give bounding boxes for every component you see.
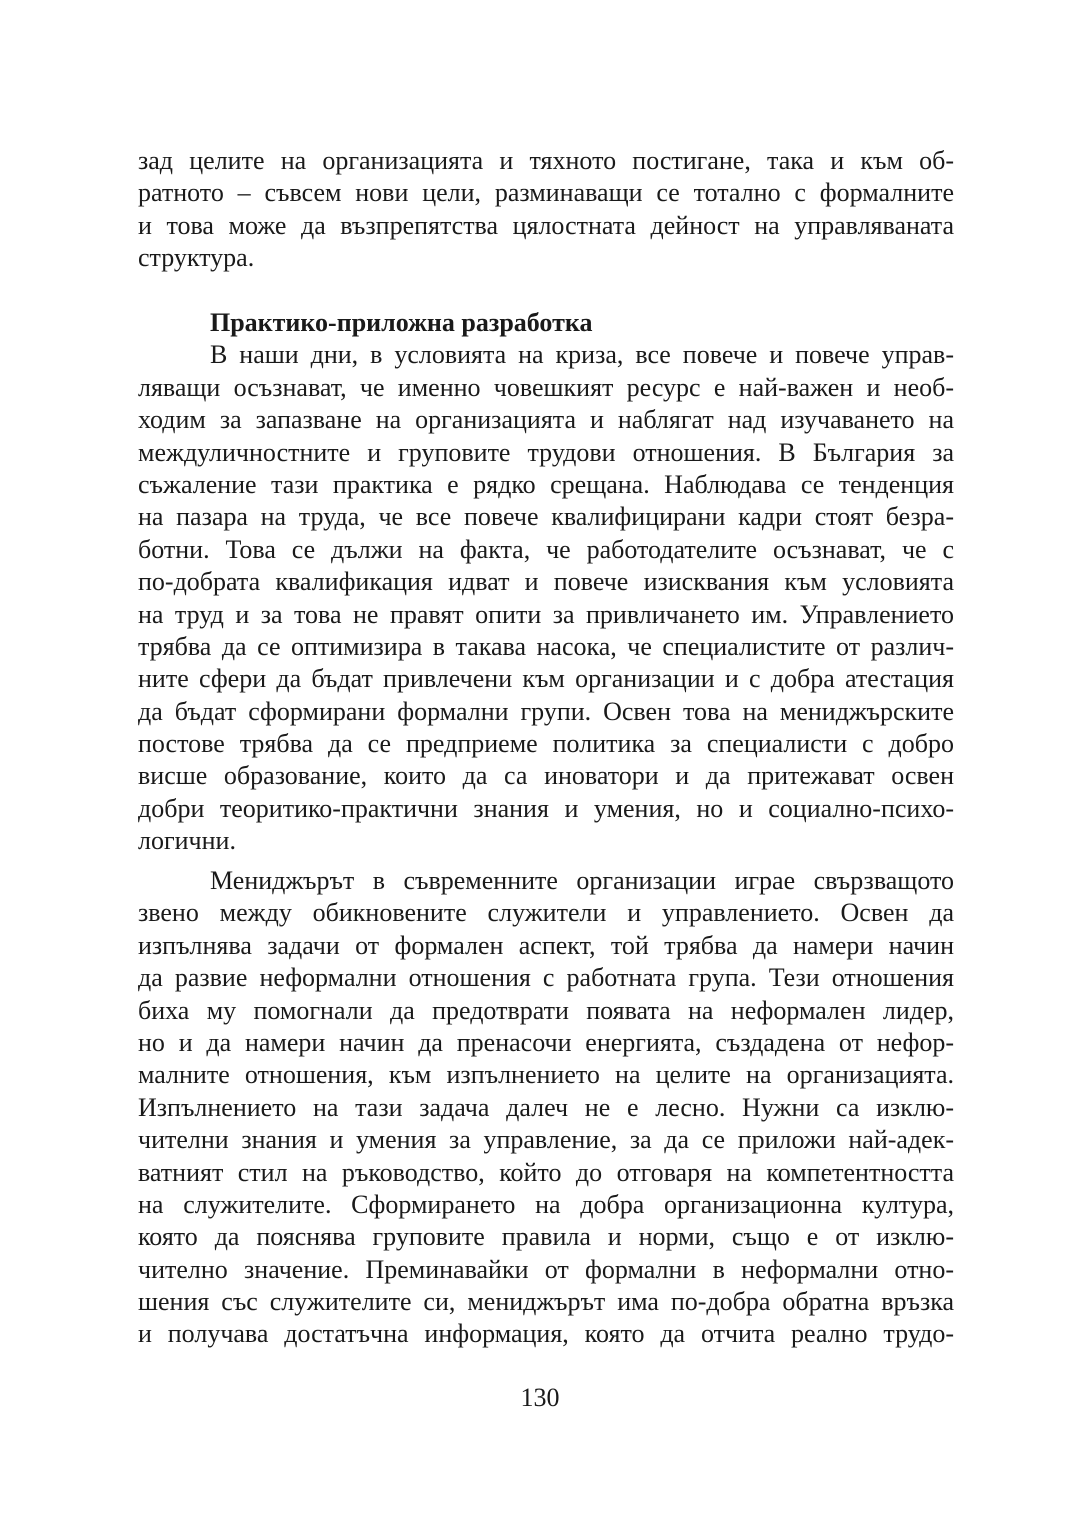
text-line: която да пояснява груповите правила и норми, също е от изклю- [138,1222,954,1252]
text-line: висше образование, които да са иноватори и да притежават освен [138,761,954,791]
text-line: логични. [138,826,236,856]
text-line: добри теоритико-практични знания и умения, но и социално-психо- [138,793,954,823]
paragraph-continuation [138,145,954,275]
text-line: В наши дни, в условията на криза, все повече и повече управ- [210,340,954,370]
text-line: трябва да се оптимизира в такава насока, че специалистите от различ- [138,631,954,661]
text-line: зад целите на организацията и тяхното постигане, така и към об- [138,146,954,175]
text-line: но и да намери начин да пренасочи енергията, създадена от нефор- [138,1027,954,1057]
text-line: ните сфери да бъдат привлечени към организации и с добра атестация [138,664,954,694]
text-line: постове трябва да се предприеме политика за специалисти с добро [138,729,954,759]
text-line: по-добрата квалификация идват и повече изисквания към условията [138,567,954,597]
text-line: Мениджърът в съвременните организации играе свързващото [210,866,954,895]
text-line: на пазара на труда, че все повече квалифицирани кадри стоят безра- [138,502,954,532]
text-line: изпълнява задачи от формален аспект, той трябва да намери начин [138,930,954,960]
text-line: биха му помогнали да предотврати появата на неформален лидер, [138,995,954,1025]
text-line: Изпълнението на тази задача далеч не е лесно. Нужни са изклю- [138,1092,954,1122]
text-line: съжаление тази практика е рядко срещана. Наблюдава се тенденция [138,469,954,499]
section-heading: Практико-приложна разработка [210,308,593,337]
text-line: и получава достатъчна информация, която да отчита реално трудо- [138,1319,954,1349]
text-line: и това може да възпрепятства цялостната дейност на управляваната [138,210,954,240]
paragraph-manager [138,865,954,1351]
text-line: на служителите. Сформирането на добра организационна култура, [138,1189,954,1219]
text-line: малните отношения, към изпълнението на целите на организацията. [138,1060,954,1090]
text-line: чително значение. Преминавайки от формални в неформални отно- [138,1254,954,1284]
text-line: ботни. Това се дължи на факта, че работодателите осъзнават, че с [138,534,954,564]
text-line: чителни знания и умения за управление, за да се приложи най-адек- [138,1125,954,1155]
text-line: ходим за запазване на организацията и наблягат над изучаването на [138,405,954,435]
text-line: звено между обикновените служители и управлението. Освен да [138,898,954,928]
text-line: да развие неформални отношения с работната група. Тези отношения [138,963,954,993]
text-line: шения със служителите си, мениджърът има по-добра обратна връзка [138,1287,954,1317]
text-line: междуличностните и груповите трудови отношения. В България за [138,437,954,467]
text-line: структура. [138,243,255,273]
text-line: ляващи осъзнават, че именно човешкият ресурс е най-важен и необ- [138,372,954,402]
text-line: ватният стил на ръководство, който до отговаря на компетентността [138,1157,954,1187]
page-number: 130 [520,1383,560,1412]
text-line: да бъдат сформирани формални групи. Освен това на мениджърските [138,696,954,726]
text-line: на труд и за това не правят опити за привличането им. Управлението [138,599,954,629]
text-line: ратното – съвсем нови цели, разминаващи се тотално с формалните [138,178,954,208]
paragraph-practical [138,339,954,857]
section-heading-block [138,307,954,339]
